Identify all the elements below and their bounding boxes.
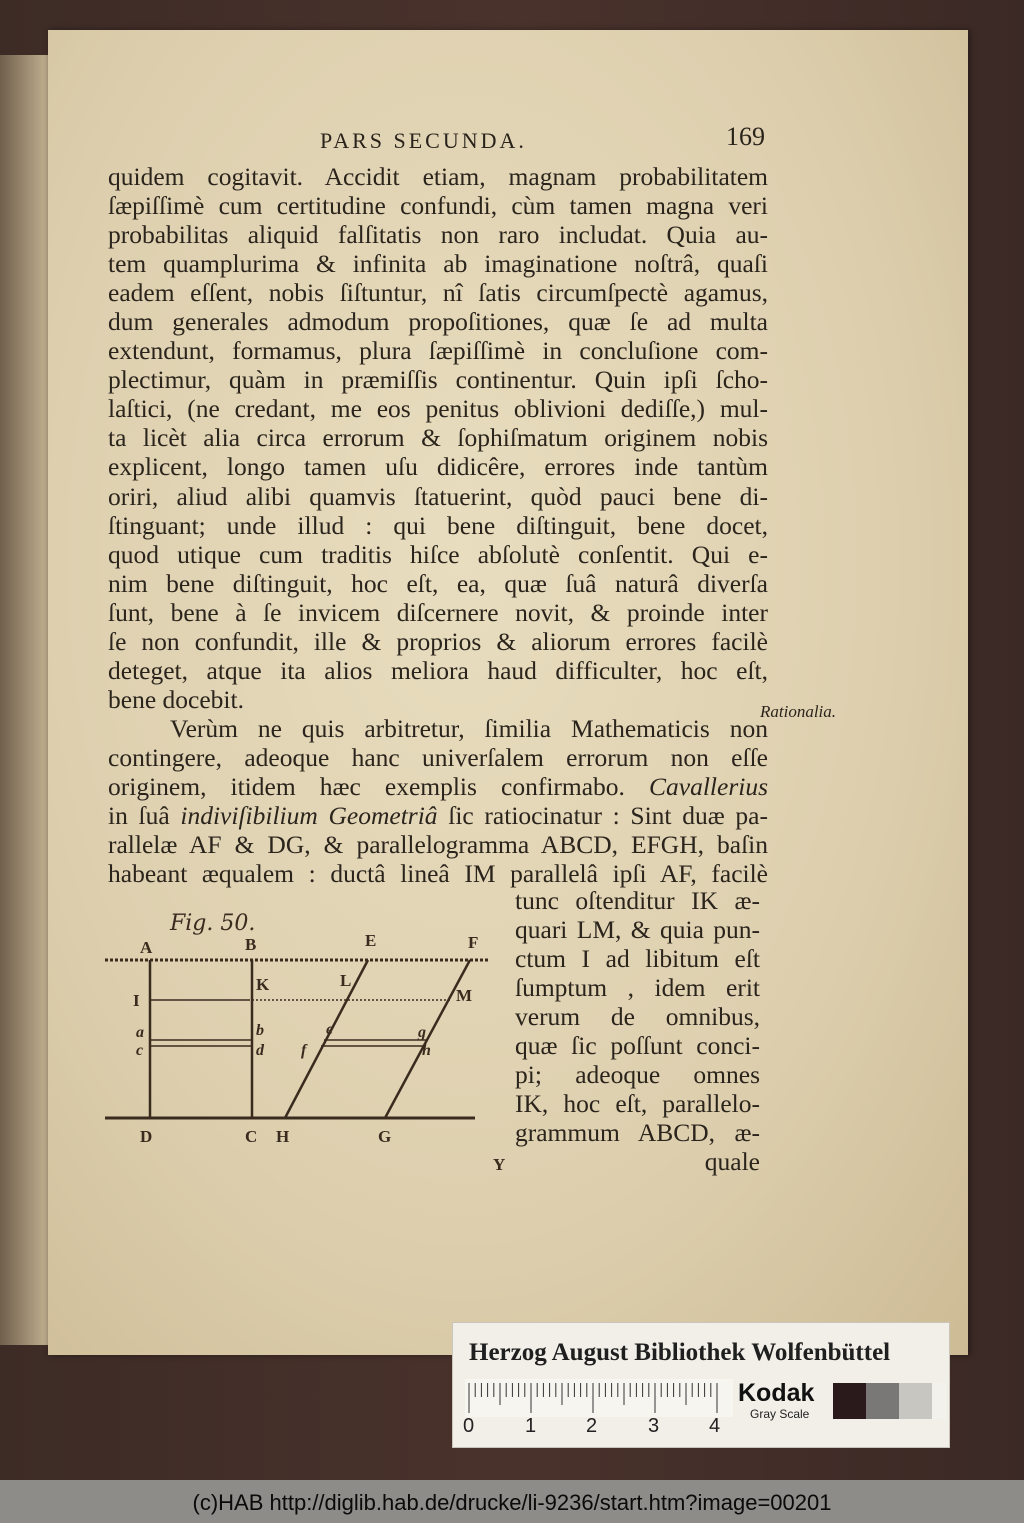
text-line: deteget, atque ita alios meliora haud difficulter, hoc eſt,	[108, 655, 768, 685]
gray-swatch-3	[899, 1383, 932, 1419]
side-EH	[285, 960, 368, 1118]
color-target-card	[452, 1322, 950, 1448]
text-line: probabilitas aliquid falſitatis non raro includat. Quia au-	[108, 220, 768, 250]
label-a: a	[136, 1024, 144, 1041]
text-line: explicent, longo tamen uſu didicêre, errores inde tantùm	[108, 452, 768, 482]
kodak-logo-text: Kodak	[738, 1379, 815, 1407]
author-name: Cavallerius	[649, 771, 768, 801]
label-c: c	[136, 1042, 144, 1059]
text-line: eadem eſſent, nobis ſiſtuntur, nî ſatis circumſpectè agamus,	[108, 278, 768, 308]
text-line: Verùm ne quis arbitretur, ſimilia Mathematicis non	[170, 713, 768, 743]
library-name: Herzog August Bibliothek Wolfenbüttel	[469, 1339, 891, 1366]
label-K: K	[256, 975, 270, 994]
label-C: C	[245, 1127, 258, 1146]
text-line: IK, hoc eſt, parallelo-	[515, 1089, 760, 1119]
text-line: grammum ABCD, æ-	[515, 1118, 760, 1148]
text-line: bene docebit.	[108, 684, 244, 714]
text-line: ta licèt alia circa errorum & ſophiſmatum originem nobis	[108, 423, 768, 453]
figure-caption: Fig. 50.	[170, 911, 256, 936]
text-line: tem quamplurima & infinita ab imaginatione noſtrâ, quaſi	[108, 249, 768, 279]
label-L: L	[340, 971, 352, 990]
side-FG	[385, 960, 473, 1118]
text-line: quod utique cum traditis hiſce abſolutè conſentit. Qui e-	[108, 539, 768, 569]
book-title: indiviſibilium Geometriâ	[180, 801, 438, 831]
label-h: h	[422, 1042, 431, 1059]
text-line: quale	[704, 1147, 760, 1177]
text-line	[108, 772, 768, 801]
text-line: plectimur, quàm in præmiſſis continentur. Quin ipſi ſcho-	[108, 365, 768, 395]
text-line: tunc oſtenditur IK æ-	[515, 886, 760, 915]
label-M: M	[456, 986, 473, 1005]
text-line: verum de omnibus,	[515, 1002, 760, 1032]
text-line: quari LM, & quia pun-	[515, 915, 760, 945]
text-line: ſtinguant; unde illud : qui bene diſtinguit, bene docet,	[108, 510, 768, 540]
text-line: ſunt, bene à ſe invicem diſcernere novit, & proinde inter	[108, 597, 768, 627]
text-line: quidem cogitavit. Accidit etiam, magnam probabilitatem	[108, 162, 768, 191]
gray-swatch-1	[833, 1383, 866, 1419]
label-G: G	[378, 1127, 392, 1146]
text-line: habeant æqualem : ductâ lineâ IM parallelâ ipſi AF, facilè	[108, 859, 768, 889]
label-H: H	[276, 1127, 290, 1146]
page-number: 169	[726, 122, 765, 151]
gray-swatch-4	[932, 1383, 946, 1419]
label-F: F	[468, 933, 479, 952]
text-line: dum generales admodum propoſitiones, quæ ſe ad multa	[108, 307, 768, 337]
figure-drawing	[100, 900, 510, 1185]
label-A: A	[140, 938, 153, 957]
source-url: (c)HAB http://diglib.hab.de/drucke/li-9236/start.htm?image=00201	[192, 1490, 832, 1515]
label-d: d	[256, 1042, 264, 1059]
ruler-number: 4	[709, 1415, 721, 1437]
right-column-text	[515, 886, 760, 1176]
text-line: extendunt, formamus, plura ſæpiſſimè in concluſione com-	[108, 336, 768, 366]
label-D: D	[140, 1127, 153, 1146]
text-line: nim bene diſtinguit, hoc eſt, ea, quæ ſuâ naturâ diverſa	[108, 568, 768, 598]
text-line: rallelæ AF & DG, & parallelogramma ABCD, EFGH, baſin	[108, 830, 768, 860]
marginal-note: Rationalia.	[760, 702, 837, 721]
label-B: B	[245, 935, 257, 954]
label-f: f	[301, 1042, 307, 1059]
text-span: in ſuâ	[108, 801, 181, 831]
gray-swatch-2	[866, 1383, 899, 1419]
body-text	[108, 162, 768, 888]
label-g: g	[418, 1024, 426, 1041]
text-line: quæ ſic poſſunt conci-	[515, 1031, 760, 1061]
running-head: PARS SECUNDA.	[320, 128, 527, 153]
text-line: laſtici, (ne credant, me eos penitus oblivioni dediſſe,) mul-	[108, 394, 768, 424]
label-E: E	[365, 931, 377, 950]
text-line: ctum I ad libitum eſt	[515, 944, 760, 974]
text-span: ſic ratiocinatur : Sint duæ pa-	[437, 801, 768, 831]
gray-scale-label: Gray Scale	[750, 1407, 810, 1421]
ruler-number: 1	[525, 1415, 537, 1437]
text-line: contingere, adeoque hanc univerſalem errorum non eſſe	[108, 742, 768, 772]
ruler-number: 0	[463, 1415, 475, 1437]
ruler-number: 3	[648, 1415, 660, 1437]
ruler-ticks	[465, 1379, 733, 1417]
label-I: I	[133, 991, 140, 1010]
ruler-number: 2	[586, 1415, 598, 1437]
text-line: ſæpiſſimè cum certitudine confundi, cùm tamen magna veri	[108, 191, 768, 221]
text-line	[108, 801, 768, 830]
geometry-figure	[100, 900, 510, 1185]
text-line: pi; adeoque omnes	[515, 1060, 760, 1090]
text-line: ſe non confundit, ille & proprios & aliorum errores facilè	[108, 626, 768, 656]
label-Y: Y	[493, 1155, 506, 1174]
text-line: ſumptum , idem erit	[515, 973, 760, 1003]
label-b: b	[256, 1022, 264, 1039]
text-span: originem, itidem hæc exemplis confirmabo.	[108, 771, 649, 801]
text-line: oriri, aliud alibi quamvis ſtatuerint, quòd pauci bene di-	[108, 481, 768, 511]
scale-ruler	[465, 1379, 733, 1417]
label-e: e	[326, 1021, 334, 1038]
